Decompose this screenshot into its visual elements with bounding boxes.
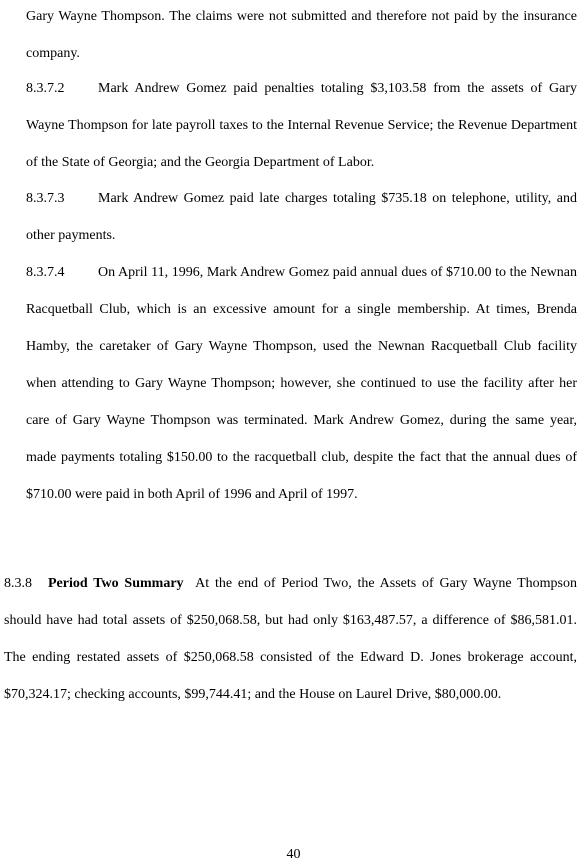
paragraph-text: At the end of Period Two, the Assets of Gary Wayne Thompson should have had total assets of $250,068.58, but had only $163,487.57, a difference of $86,581.01. The ending restated assets of $250,068.58 consisted of the Edward D. Jones brokerage account, $70,324.17; checking accounts, $99,744.41; and the House on Laurel Drive, $80,000.00. bbox=[4, 576, 578, 702]
paragraph-text: Mark Andrew Gomez paid late charges totaling $735.18 on telephone, utility, and other payments. bbox=[26, 191, 577, 243]
section-number: 8.3.7.4 bbox=[26, 265, 65, 280]
page-number: 40 bbox=[286, 847, 301, 862]
section-number: 8.3.7.3 bbox=[26, 191, 65, 206]
section-number: 8.3.7.2 bbox=[26, 81, 65, 96]
paragraph-8-3-7-3 bbox=[26, 180, 577, 254]
paragraph-8-3-8 bbox=[4, 565, 577, 713]
paragraph-8-3-7-2 bbox=[26, 70, 577, 181]
paragraph-text: Gary Wayne Thompson. The claims were not submitted and therefore not paid by the insurance company. bbox=[26, 9, 577, 61]
section-number: 8.3.8 bbox=[4, 576, 32, 591]
paragraph-continuation bbox=[26, 0, 577, 72]
paragraph-text: On April 11, 1996, Mark Andrew Gomez paid annual dues of $710.00 to the Newnan Racquetball Club, which is an excessive amount for a single membership. At times, Brenda Hamby, the caretaker of Gary Wayne Thompson, used the Newnan Racquetball Club facility when attending to Gary Wayne Thompson; however, she continued to use the facility after her care of Gary Wayne Thompson was terminated. Mark Andrew Gomez, during the same year, made payments totaling $150.00 to the racquetball club, despite the fact that the annual dues of $710.00 were paid in both April of 1996 and April of 1997. bbox=[26, 265, 577, 502]
section-heading: Period Two Summary bbox=[48, 576, 184, 591]
paragraph-8-3-7-4 bbox=[26, 254, 577, 513]
paragraph-text: Mark Andrew Gomez paid penalties totaling $3,103.58 from the assets of Gary Wayne Thompson for late payroll taxes to the Internal Revenue Service; the Revenue Department of the State of Georgia; and the Georgia Department of Labor. bbox=[26, 81, 577, 170]
